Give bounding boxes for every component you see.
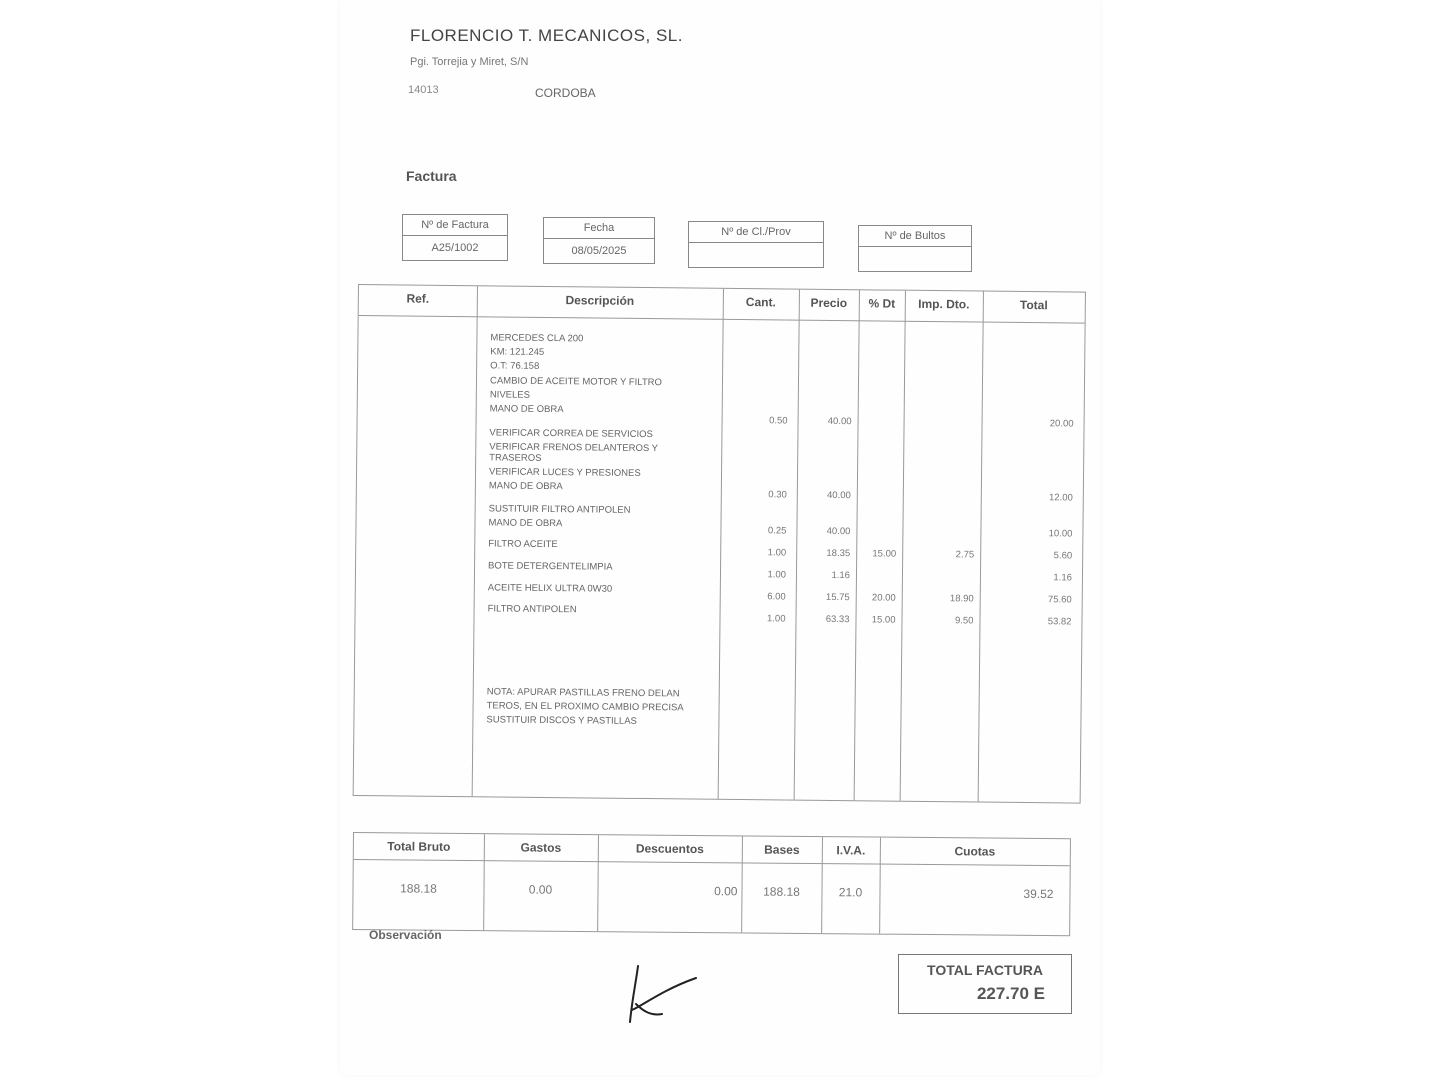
totals-table — [352, 832, 1071, 936]
row-price: 40.00 — [826, 489, 851, 502]
cuotas-label: Cuotas — [954, 844, 996, 859]
row-total: 1.16 — [1053, 572, 1073, 584]
row-total: 53.82 — [1047, 616, 1072, 628]
description-line: SUSTITUIR FILTRO ANTIPOLEN — [488, 503, 631, 516]
date-box — [543, 217, 655, 264]
description-line: CAMBIO DE ACEITE MOTOR Y FILTRO — [489, 375, 662, 389]
total-factura-value: 227.70 E — [976, 984, 1045, 1003]
invoice-number-label: Nº de Factura — [403, 215, 507, 236]
description-line: VERIFICAR LUCES Y PRESIONES — [488, 466, 641, 479]
description-line: NIVELES — [489, 389, 531, 401]
description-line: O.T: 76.158 — [490, 360, 540, 372]
row-quantity: 1.00 — [767, 569, 787, 581]
row-quantity: 0.30 — [768, 489, 787, 501]
row-price: 18.35 — [826, 547, 851, 560]
description-line: VERIFICAR FRENOS DELANTEROS Y — [489, 441, 659, 455]
description-line: NOTA: APURAR PASTILLAS FRENO DELAN — [486, 686, 680, 700]
column-divider — [472, 286, 478, 796]
company-address: Pgi. Torrejia y Miret, S/N — [410, 56, 529, 68]
description-line: SUSTITUIR DISCOS Y PASTILLAS — [486, 714, 637, 727]
row-quantity: 0.50 — [769, 415, 788, 427]
description-line: MANO DE OBRA — [488, 480, 563, 493]
company-city: CORDOBA — [535, 86, 596, 100]
row-price: 40.00 — [827, 415, 852, 428]
row-total: 10.00 — [1048, 528, 1073, 540]
packages-box — [858, 225, 972, 272]
column-header-description: Descripción — [565, 293, 635, 308]
description-line: TEROS, EN EL PROXIMO CAMBIO PRECISA — [486, 700, 684, 714]
row-quantity: 1.00 — [767, 547, 787, 559]
row-total: 5.60 — [1053, 550, 1073, 562]
description-line: VERIFICAR CORREA DE SERVICIOS — [489, 427, 653, 441]
date-label: Fecha — [544, 218, 654, 239]
iva-value: 21.0 — [838, 885, 863, 900]
row-quantity: 6.00 — [767, 591, 786, 603]
row-quantity: 0.25 — [767, 525, 787, 537]
client-number-box — [688, 221, 824, 268]
row-total: 75.60 — [1047, 594, 1072, 606]
column-divider — [978, 292, 984, 802]
column-divider — [794, 290, 800, 800]
signature-mark — [622, 960, 702, 1030]
invoice-number-value: A25/1002 — [431, 242, 479, 254]
total-factura-label: TOTAL FACTURA — [927, 962, 1043, 978]
totals-header-divider — [354, 859, 1070, 866]
description-line: KM: 121.245 — [490, 346, 545, 358]
row-discount-amount: 18.90 — [949, 593, 974, 605]
row-discount-percent: 15.00 — [871, 614, 896, 626]
bases-value: 188.18 — [763, 884, 800, 899]
description-line: ACEITE HELIX ULTRA 0W30 — [487, 582, 613, 595]
row-quantity: 1.00 — [766, 613, 786, 625]
column-header-discount-percent: % Dt — [868, 296, 896, 311]
document-title: Factura — [406, 168, 457, 184]
cuotas-value: 39.52 — [1023, 886, 1054, 902]
description-line: FILTRO ANTIPOLEN — [487, 603, 577, 616]
company-name: FLORENCIO T. MECANICOS, SL. — [410, 26, 683, 45]
gastos-label: Gastos — [520, 840, 562, 855]
descuentos-label: Descuentos — [635, 841, 704, 857]
total-bruto-value: 188.18 — [400, 881, 437, 896]
column-header-ref: Ref. — [406, 291, 430, 306]
row-price: 1.16 — [831, 569, 851, 582]
iva-label: I.V.A. — [836, 843, 866, 858]
total-bruto-label: Total Bruto — [387, 839, 451, 854]
column-divider — [900, 291, 906, 801]
row-price: 63.33 — [825, 613, 850, 626]
column-header-total: Total — [1019, 297, 1048, 313]
date-value: 08/05/2025 — [571, 245, 627, 257]
description-line: FILTRO ACEITE — [488, 538, 558, 551]
row-discount-amount: 9.50 — [954, 615, 974, 627]
row-total: 20.00 — [1049, 418, 1074, 430]
bases-label: Bases — [764, 842, 800, 857]
row-discount-amount: 2.75 — [955, 549, 975, 561]
row-discount-percent: 15.00 — [872, 548, 897, 560]
description-line: MANO DE OBRA — [488, 517, 563, 530]
row-price: 15.75 — [825, 591, 850, 604]
row-discount-percent: 20.00 — [871, 592, 896, 604]
row-total: 12.00 — [1048, 492, 1073, 504]
invoice-number-box — [402, 214, 508, 261]
company-postal-code: 14013 — [408, 84, 439, 96]
client-number-value — [689, 243, 823, 267]
row-price: 40.00 — [826, 525, 851, 538]
description-line: TRASEROS — [489, 452, 542, 464]
description-line: BOTE DETERGENTELIMPIA — [487, 560, 613, 573]
column-header-quantity: Cant. — [745, 295, 776, 310]
total-factura-box — [898, 954, 1072, 1014]
description-line: MANO DE OBRA — [489, 403, 564, 416]
gastos-value: 0.00 — [528, 882, 553, 897]
column-header-discount-amount: Imp. Dto. — [918, 296, 970, 312]
client-number-label: Nº de Cl./Prov — [689, 222, 823, 243]
packages-value — [859, 247, 971, 271]
packages-label: Nº de Bultos — [859, 226, 971, 247]
descuentos-value: 0.00 — [714, 884, 738, 899]
column-divider — [718, 289, 724, 799]
column-header-price: Precio — [810, 295, 848, 311]
line-items-table — [353, 284, 1086, 804]
description-line: MERCEDES CLA 200 — [490, 332, 584, 345]
observacion-label: Observación — [369, 928, 442, 942]
column-divider — [854, 290, 860, 800]
